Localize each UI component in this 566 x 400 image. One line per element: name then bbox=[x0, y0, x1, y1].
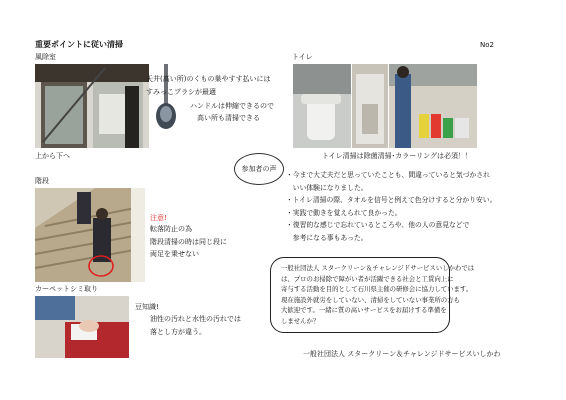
comment-line: 参考になる事もあった。 bbox=[286, 233, 368, 242]
info-line: は、プロのお掃除で障がい者が活躍できる社会と工賃向上に bbox=[281, 274, 454, 283]
info-line: 一般社団法人 スタークリーン＆チャレンジドサービスいしかわでは bbox=[281, 264, 475, 272]
toilet-caption: トイレ清掃は除菌清掃･カラーリングは必須！！ bbox=[322, 152, 473, 160]
entrance-cleaning-photo bbox=[35, 64, 149, 148]
info-line: 大歓迎です。一緒に質の高いサービスをお届けする準備を bbox=[281, 306, 447, 314]
section-heading-toilet: トイレ bbox=[292, 53, 313, 61]
window-text-1: 天井(高い所)のくもの巣やすす払いには bbox=[146, 75, 271, 83]
organization-info-box bbox=[270, 257, 475, 333]
participants-bubble bbox=[234, 153, 284, 185]
footer-organization: 一般社団法人 スタークリーン＆チャレンジドサービスいしかわ bbox=[303, 350, 501, 358]
stairs-caution-2: 階段清掃の時は同じ段に bbox=[150, 238, 227, 246]
carpet-tip-label: 豆知識! bbox=[135, 303, 159, 311]
section-heading-carpet: カーペットシミ取り bbox=[35, 285, 98, 293]
toilet-photo-2 bbox=[352, 64, 388, 148]
page-number: No2 bbox=[480, 41, 494, 49]
comment-line: ・実践で動きを覚えられて良かった。 bbox=[286, 208, 402, 217]
carpet-stain-photo bbox=[35, 296, 129, 358]
window-caption: 上から下へ bbox=[35, 152, 70, 160]
window-text-2: すみっこブラシが最適 bbox=[146, 88, 216, 96]
stairs-caution-1: 転落防止の為 bbox=[150, 225, 192, 233]
info-line: 寄与する活動を目的として石川県主催の研修会に協力しています。 bbox=[281, 285, 473, 293]
comment-line: ・今まで大丈夫だと思っていたことも、間違っていると気づかされ bbox=[286, 171, 490, 179]
comment-line: ・トイレ清掃の際、タオルを信号と例えて色分けすると分かり安い。 bbox=[286, 196, 497, 205]
participants-bubble-label: 参加者の声 bbox=[241, 165, 277, 173]
window-text-4: 高い所も清掃できる bbox=[197, 114, 260, 122]
stairs-caution-label: 注意! bbox=[150, 214, 167, 222]
stairs-caution-3: 両足を乗せない bbox=[150, 250, 199, 258]
carpet-tip-2: 落とし方が違う。 bbox=[150, 328, 206, 336]
section-heading-window: 風除室 bbox=[35, 53, 56, 61]
page-title: 重要ポイントに従い清掃 bbox=[35, 40, 123, 49]
info-line: しませんか？ bbox=[281, 316, 320, 325]
toilet-photo-3 bbox=[389, 64, 477, 148]
participants-comments bbox=[286, 169, 496, 245]
comment-line: いい体験になりました。 bbox=[286, 183, 368, 192]
toilet-photo-1 bbox=[293, 64, 351, 148]
window-text-3: ハンドルは伸縮できるので bbox=[190, 102, 274, 110]
stairs-cleaning-photo bbox=[35, 188, 145, 282]
comment-line: ・復習的な感じで忘れているところや、他の人の意見などで bbox=[286, 221, 470, 230]
info-line: 現在施設外就労をしていない、清掃をしていない事業所の方も bbox=[281, 295, 460, 304]
section-heading-stairs: 階段 bbox=[35, 177, 49, 185]
carpet-tip-1: 油性の汚れと水性の汚れでは bbox=[150, 315, 241, 323]
